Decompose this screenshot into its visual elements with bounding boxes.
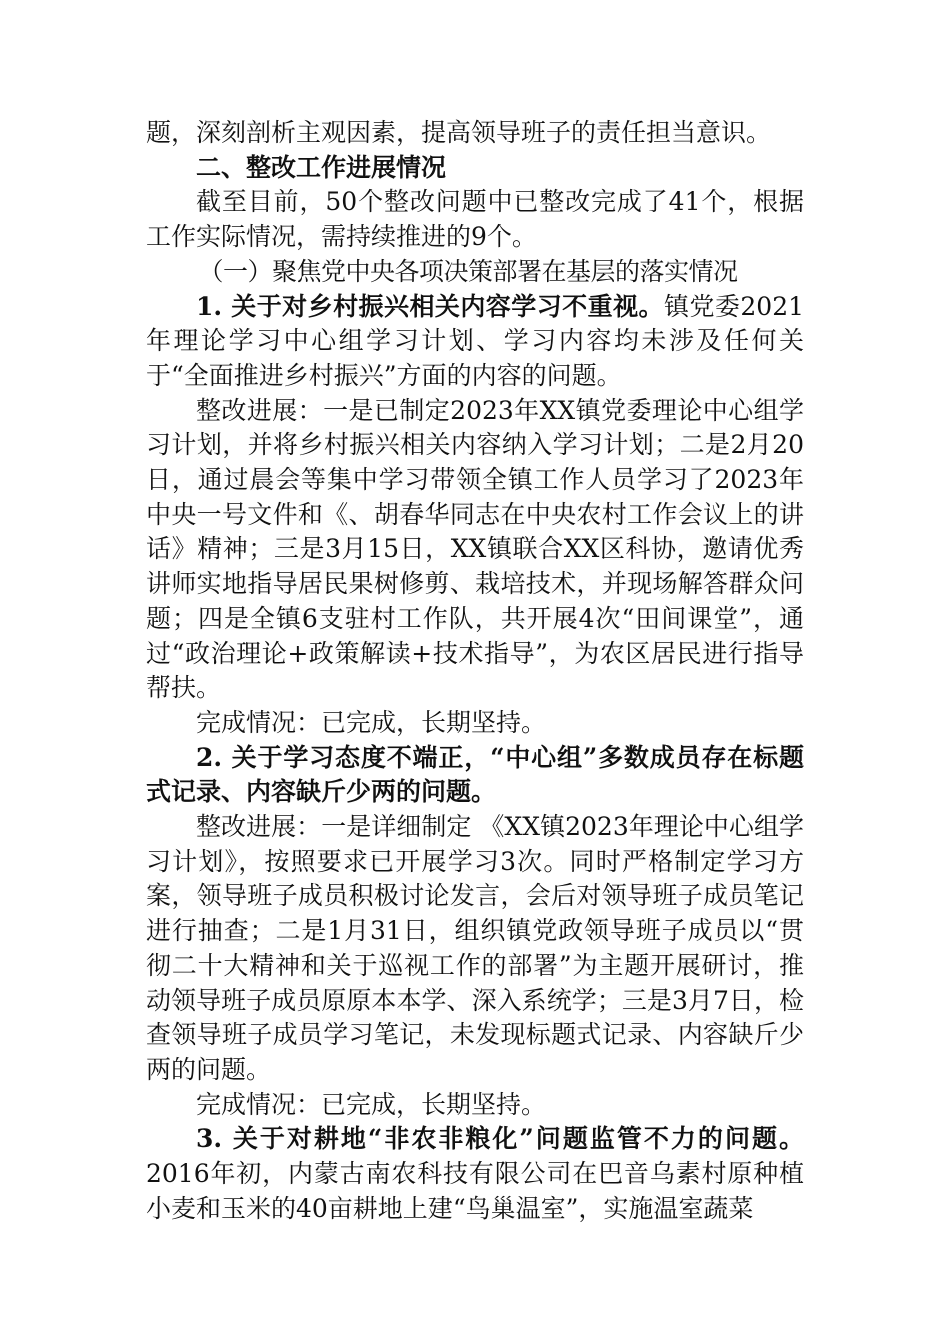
paragraph-summary: 截至目前，50个整改问题中已整改完成了41个，根据工作实际情况，需持续推进的9个。 xyxy=(146,187,804,252)
issue-1-status: 完成情况：已完成，长期坚持。 xyxy=(196,707,547,737)
issue-3-title: 3. 关于对耕地“非农非粮化”问题监管不力的问题。 xyxy=(196,1124,804,1154)
issue-1 xyxy=(146,290,804,394)
section-heading: 二、整改工作进展情况 xyxy=(196,152,447,182)
issue-2-progress: 整改进展：一是详细制定 《XX镇2023年理论中心组学习计划》，按照要求已开展学习3次。同时严格制定学习方案，领导班子成员积极讨论发言，会后对领导班子成员笔记进行抽查；二是1月31日，组织镇党政领导班子成员以“贯彻二十大精神和关于巡视工作的部署”为主题开展研讨，推动领导班子成员原原本本学、深入系统学；三是3月7日，检查领导班子成员学习笔记，未发现标题式记录、内容缺斤少两的问题。 xyxy=(146,812,804,1084)
issue-2-status: 完成情况：已完成，长期坚持。 xyxy=(196,1089,547,1119)
subsection-heading: （一）聚焦党中央各项决策部署在基层的落实情况 xyxy=(198,256,738,286)
issue-3-body: 2016年初，内蒙古南农科技有限公司在巴音乌素村原种植小麦和玉米的40亩耕地上建“鸟巢温室”，实施温室蔬菜 xyxy=(146,1159,804,1223)
issue-3 xyxy=(146,1122,804,1226)
paragraph-continuation: 题，深刻剖析主观因素，提高领导班子的责任担当意识。 xyxy=(146,118,772,147)
issue-1-body: 镇党委2021年理论学习中心组学习计划、学习内容均未涉及任何关于“全面推进乡村振兴”方面的内容的问题。 xyxy=(146,291,805,390)
issue-1-title: 1. 关于对乡村振兴相关内容学习不重视。 xyxy=(196,291,665,321)
issue-1-progress: 整改进展：一是已制定2023年XX镇党委理论中心组学习计划，并将乡村振兴相关内容纳入学习计划；二是2月20日，通过晨会等集中学习带领全镇工作人员学习了2023年中央一号文件和《、胡春华同志在中央农村工作会议上的讲话》精神；三是3月15日，XX镇联合XX区科协，邀请优秀讲师实地指导居民果树修剪、栽培技术，并现场解答群众问题；四是全镇6支驻村工作队，共开展4次“田间课堂”，通过“政治理论+政策解读+技术指导”，为农区居民进行指导帮扶。 xyxy=(146,395,804,703)
issue-2-title: 2. 关于学习态度不端正，“中心组”多数成员存在标题式记录、内容缺斤少两的问题。 xyxy=(146,742,804,807)
